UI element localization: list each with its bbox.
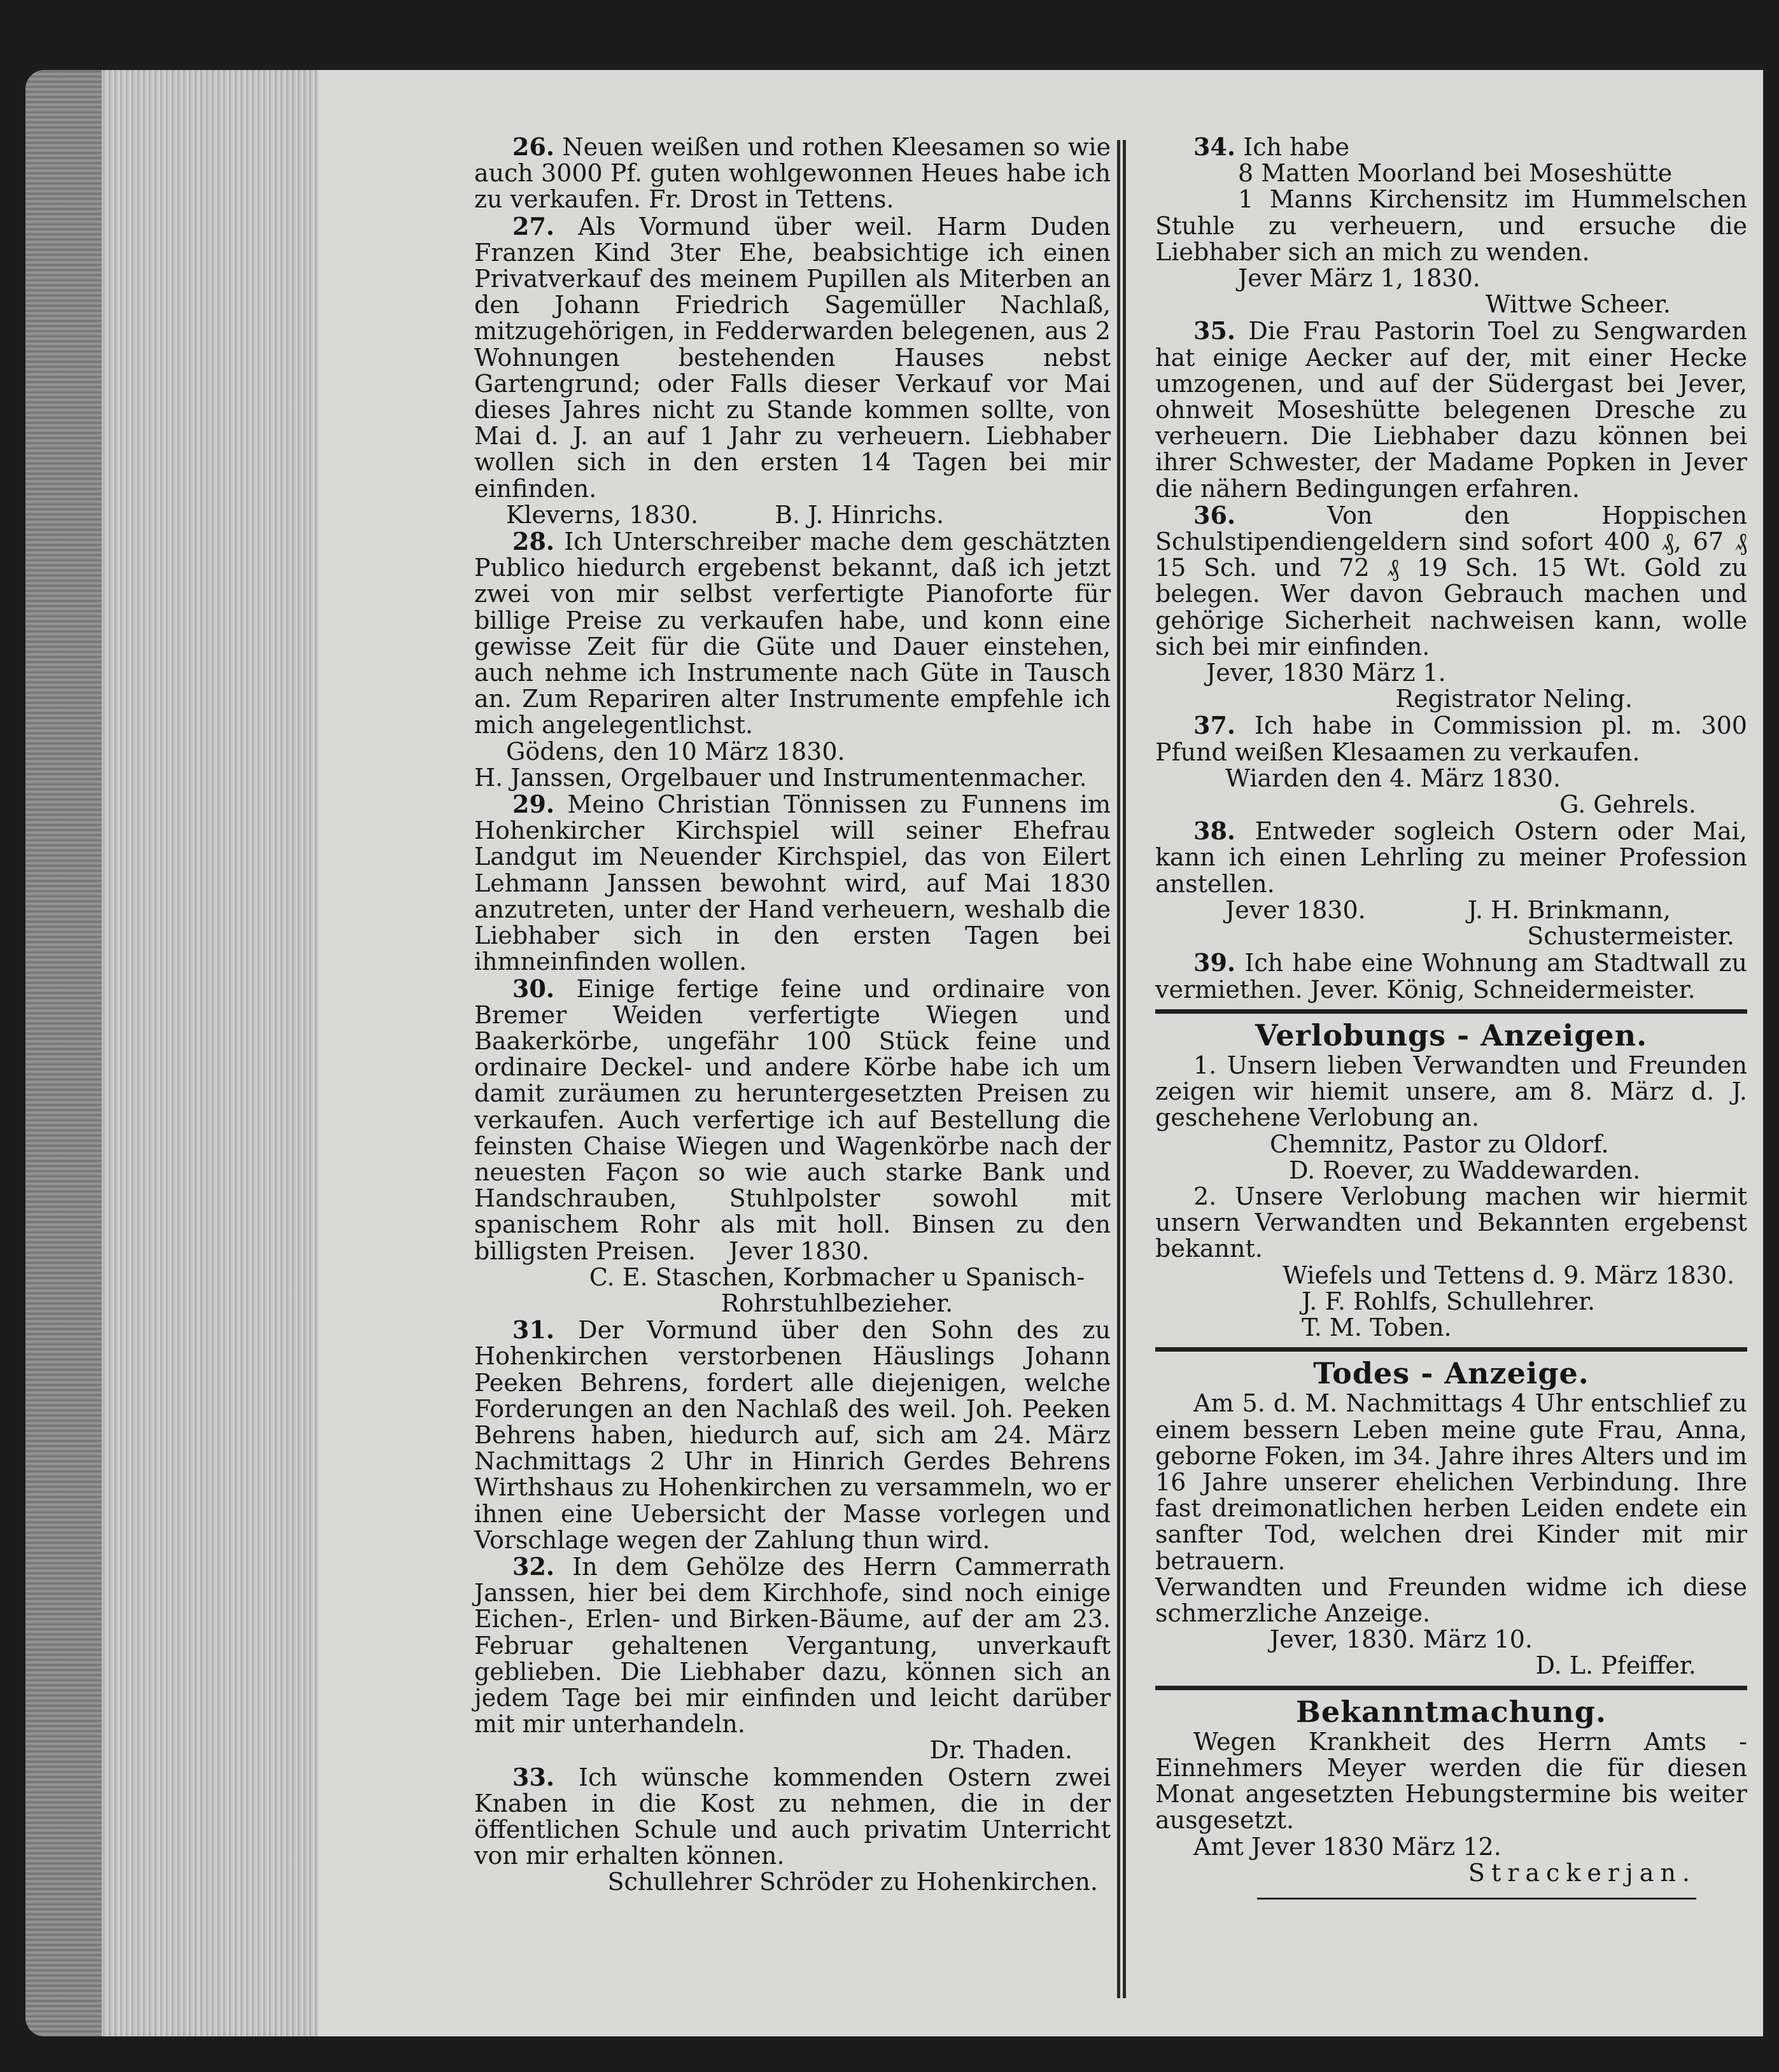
notice-34-item2: 1 Manns Kirchensitz im Hummelschen Stuhle zu verheuern, und ersuche die Liebhaber sich an mich zu wenden. <box>1155 185 1747 266</box>
verlobung-1: 1. Unsern lieben Verwandten und Freunden zeigen wir hiemit unsere, am 8. März d. J. geschehene Verlobung an. <box>1155 1051 1747 1132</box>
notice-27: 27. Als Vormund über weil. Harm Duden Franzen Kind 3ter Ehe, beabsichtige ich einen Privatverkauf des meinem Pupillen als Miterben an den Johann Friedrich Sagemüller Nachlaß, mitzugehörigen, in Fedderwarden belegenen, aus 2 Wohnungen bestehenden Hauses nebst Gartengrund; oder Falls dieser Verkauf vor Mai dieses Jahres nicht zu Stande kommen sollte, von Mai d. J. an auf 1 Jahr zu verheuern. Liebhaber wollen sich in den ersten 14 Tagen bei mir einfinden. <box>474 211 1111 503</box>
notice-31: 31. Der Vormund über den Sohn des zu Hohenkirchen verstorbenen Häuslings Johann Peeken Behrens, fordert alle diejenigen, welche Forderungen an den Nachlaß des weil. Joh. Peeken Behrens haben, hiedurch auf, sich am 24. März Nachmittags 2 Uhr in Hinrich Gerdes Behrens Wirthshaus zu Hohenkirchen zu versammeln, wo er ihnen eine Uebersicht der Masse vorlegen und Vorschlage wegen der Zahlung thun wird. <box>474 1315 1111 1554</box>
verlobung-2-place: Wiefels und Tettens d. 9. März 1830. <box>1283 1261 1735 1289</box>
notice-33-signature: Schullehrer Schröder zu Hohenkirchen. <box>607 1868 1098 1896</box>
verlobung-2-signature-1: J. F. Rohlfs, Schullehrer. <box>1302 1287 1596 1315</box>
notice-34-item1: 8 Matten Moorland bei Moseshütte <box>1238 159 1673 188</box>
verlobung-2-signature-2: T. M. Toben. <box>1302 1313 1452 1341</box>
todes-text-2: Verwandten und Freunden widme ich diese schmerzliche Anzeige. <box>1155 1572 1747 1627</box>
notice-37-signature: G. Gehrels. <box>1559 790 1696 819</box>
closing-rule <box>1257 1898 1696 1900</box>
notice-28: 28. Ich Unterschreiber mache dem geschätzten Publico hiedurch ergebenst bekannt, daß ich jetzt zwei von mir selbst verfertigte Pianoforte für billige Preise zu verkaufen habe, und konn eine gewisse Zeit für die Güte und Dauer einstehen, auch nehme ich Instrumente nach Güte in Tausch an. Zum Repariren alter Instrumente empfehle ich mich angelegentlichst. <box>474 527 1111 739</box>
notice-32: 32. In dem Gehölze des Herrn Cammerrath Janssen, hier bei dem Kirchhofe, sind noch einige Eichen-, Erlen- und Birken-Bäume, auf der am 23. Februar gehaltenen Vergantung, unverkauft geblieben. Die Liebhaber dazu, können sich an jedem Tage bei mir einfinden und leicht darüber mit mir unterhandeln. <box>474 1551 1111 1739</box>
notice-28-place: Gödens, den 10 März 1830. <box>506 737 845 766</box>
todes-text: Am 5. d. M. Nachmittags 4 Uhr entschlief zu einem bessern Leben meine gute Frau, Anna, geborne Foken, im 34. Jahre ihres Alters und im 16 Jahre unserer ehelichen Verbindung. Ihre fast dreimonatlichen herben Leiden endete ein sanfter Tod, welchen drei Kinder mit mir betrauern. <box>1155 1389 1747 1575</box>
newspaper-page <box>318 70 1763 2036</box>
bekanntmachung-place: Amt Jever 1830 März 12. <box>1193 1832 1501 1861</box>
verlobung-1-signature-1: Chemnitz, Pastor zu Oldorf. <box>1270 1130 1609 1158</box>
todes-signature: D. L. Pfeiffer. <box>1535 1651 1696 1680</box>
notice-37-place: Wiarden den 4. März 1830. <box>1225 764 1561 792</box>
notice-32-signature: Dr. Thaden. <box>929 1736 1072 1765</box>
todes-heading: Todes - Anzeige. <box>1313 1356 1589 1391</box>
verlobung-heading: Verlobungs - Anzeigen. <box>1255 1018 1648 1053</box>
left-column <box>474 134 1111 1896</box>
todes-place: Jever, 1830. März 10. <box>1270 1625 1533 1654</box>
section-rule <box>1155 1686 1747 1690</box>
notice-36-place: Jever, 1830 März 1. <box>1206 659 1446 687</box>
notice-34-signature: Wittwe Scheer. <box>1485 290 1671 319</box>
notice-37: 37. Ich habe in Commission pl. m. 300 Pfund weißen Klesaamen zu verkaufen. <box>1155 711 1747 766</box>
notice-38-signature2: Schustermeister. <box>1527 922 1734 951</box>
notice-34-place: Jever März 1, 1830. <box>1238 264 1480 293</box>
section-rule <box>1155 1009 1747 1014</box>
notice-38: 38. Entweder sogleich Ostern oder Mai, kann ich einen Lehrling zu meiner Profession anstellen. <box>1155 816 1747 898</box>
column-divider <box>1117 140 1126 1998</box>
notice-30: 30. Einige fertige feine und ordinaire von Bremer Weiden verfertigte Wiegen und Baakerkörbe, ungefähr 100 Stück feine und ordinaire Deckel- und andere Körbe habe ich um damit zuräumen zu heruntergesetzten Preisen zu verkaufen. Auch verfertige ich auf Bestellung die feinsten Chaise Wiegen und Wagenkörbe nach der neuesten Façon so wie auch starke Bank und Handschrauben, Stuhlpolster sowohl mit spanischem Rohr als mit holl. Binsen zu den billigsten Preisen. Jever 1830. <box>474 974 1111 1265</box>
right-column <box>1155 134 1747 1900</box>
notice-34: 34. Ich habe <box>1193 132 1350 161</box>
notice-33: 33. Ich wünsche kommenden Ostern zwei Knaben in die Kost zu nehmen, die in der öffentlichen Schule und auch privatim Unterricht von mir erhalten können. <box>474 1762 1111 1870</box>
section-rule <box>1155 1347 1747 1352</box>
bekanntmachung-signature: Strackerjan. <box>1468 1858 1696 1887</box>
bekanntmachung-heading: Bekanntmachung. <box>1296 1694 1607 1729</box>
verlobung-1-signature-2: D. Roever, zu Waddewarden. <box>1289 1156 1641 1184</box>
book-binding <box>25 70 102 2036</box>
notice-27-sigline: Kleverns, 1830. B. J. Hinrichs. <box>506 500 945 529</box>
notice-36: 36. Von den Hoppischen Schulstipendiengeldern sind sofort 400 ₰, 67 ₰ 15 Sch. und 72 ₰ 19 Sch. 15 Wt. Gold zu belegen. Wer davon Gebrauch machen und gehörige Sicherheit nachweisen kann, wolle sich bei mir einfinden. <box>1155 500 1747 661</box>
notice-35: 35. Die Frau Pastorin Toel zu Sengwarden hat einige Aecker auf der, mit einer Hecke umzogenen, und auf der Südergast bei Jever, ohnweit Moseshütte belegenen Dresche zu verheuern. Die Liebhaber dazu können bei ihrer Schwester, der Madame Popken in Jever die nähern Bedingungen erfahren. <box>1155 316 1747 503</box>
notice-26: 26. Neuen weißen und rothen Kleesamen so wie auch 3000 Pf. guten wohlgewonnen Heues habe ich zu verkaufen. Fr. Drost in Tettens. <box>474 132 1111 214</box>
notice-30-signature: C. E. Staschen, Korbmacher u Spanisch-Rohrstuhlbezieher. <box>589 1263 1085 1317</box>
notice-38-sigline: Jever 1830. J. H. Brinkmann, <box>1225 895 1671 924</box>
notice-36-signature: Registrator Neling. <box>1395 685 1633 713</box>
bekanntmachung-text: Wegen Krankheit des Herrn Amts - Einnehmers Meyer werden die für diesen Monat angesetzten Hebungstermine bis weiter ausgesetzt. <box>1155 1727 1747 1835</box>
notice-39: 39. Ich habe eine Wohnung am Stadtwall zu vermiethen. Jever. König, Schneidermeister. <box>1155 948 1747 1004</box>
notice-28-signature: H. Janssen, Orgelbauer und Instrumentenmacher. <box>474 763 1087 792</box>
notice-29: 29. Meino Christian Tönnissen zu Funnens im Hohenkircher Kirchspiel will seiner Ehefrau Landgut im Neuender Kirchspiel, das von Eilert Lehmann Janssen bewohnt wird, auf Mai 1830 anzutreten, unter der Hand verheuern, weshalb die Liebhaber sich in den ersten Tagen bei ihmneinfinden wollen. <box>474 790 1111 976</box>
verlobung-2: 2. Unsere Verlobung machen wir hiermit unsern Verwandten und Bekannten ergebenst bekannt. <box>1155 1182 1747 1263</box>
